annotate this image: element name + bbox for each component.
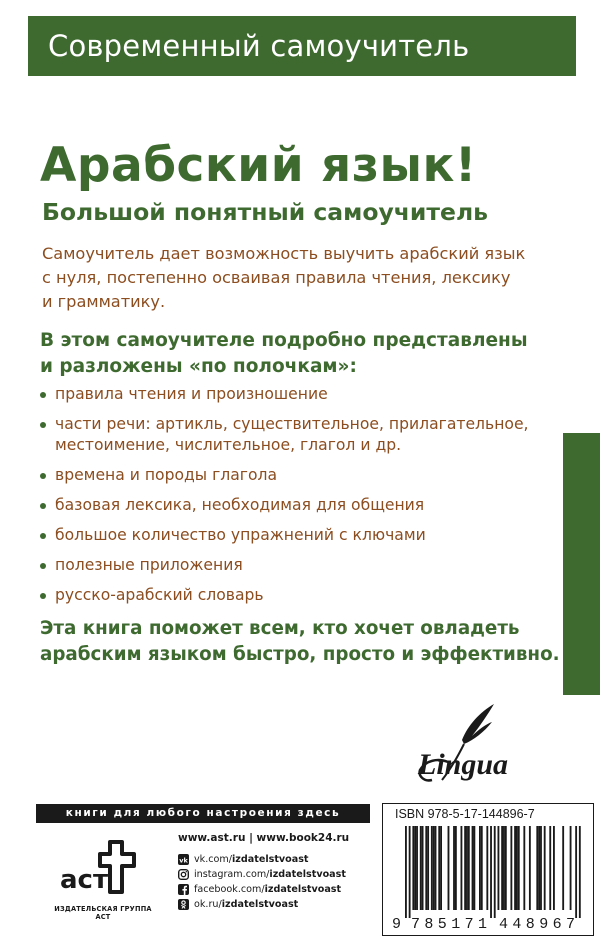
barcode-bar [510, 826, 512, 910]
barcode-bars [405, 826, 581, 918]
barcode-digit-left: 785171 [411, 916, 487, 932]
barcode-digit-lead: 9 [392, 916, 402, 932]
barcode-bar [544, 826, 546, 910]
barcode-bar [538, 826, 540, 910]
barcode-bar [425, 826, 427, 910]
barcode-bar [455, 826, 457, 910]
feature-item [40, 585, 565, 606]
barcode-digit-right: 448967 [499, 916, 575, 932]
barcode-bar [481, 826, 483, 910]
facebook-icon [178, 884, 189, 895]
feature-line: полезные приложения [55, 556, 243, 574]
barcode-bar [422, 826, 424, 910]
feature-item [40, 414, 565, 456]
social-handle: izdatelstvoast [269, 869, 346, 880]
slogan-bar [36, 804, 370, 823]
social-link-ok [178, 897, 346, 912]
barcode-bar [427, 826, 429, 910]
barcode-bar [479, 826, 481, 910]
feature-line: русско-арабский словарь [55, 586, 264, 604]
barcode-bar [540, 826, 542, 910]
barcode-bar [505, 826, 507, 910]
series-banner-text: Современный самоучитель [48, 29, 470, 63]
barcode-bar [529, 826, 531, 910]
feature-line: правила чтения и произношение [55, 385, 328, 403]
lead-paragraph [40, 328, 570, 380]
barcode-bar [514, 826, 516, 910]
barcode-bar [433, 826, 435, 910]
closing-line: Эта книга поможет всем, кто хочет овладеть [40, 618, 520, 639]
series-banner [28, 16, 576, 76]
social-prefix: ok.ru/ [194, 899, 222, 910]
feature-item [40, 384, 565, 405]
intro-line: Самоучитель дает возможность выучить арабский язык [42, 244, 526, 263]
barcode-bar [409, 826, 411, 918]
intro-line: с нуля, постепенно осваивая правила чтения, лексику [42, 268, 511, 287]
series-logo-text: Lingua [418, 748, 509, 781]
barcode-bar [523, 826, 525, 910]
barcode-bar [448, 826, 450, 910]
social-handle: izdatelstvoast [221, 899, 299, 910]
social-prefix: vk.com/ [194, 854, 233, 865]
book-title: Арабский язык! [40, 138, 477, 193]
book-subtitle: Большой понятный самоучитель [42, 198, 489, 226]
feature-line: базовая лексика, необходимая для общения [55, 496, 425, 514]
barcode-bar [579, 826, 581, 918]
barcode-bar [498, 826, 500, 910]
social-link-facebook [178, 882, 346, 897]
barcode-bar [536, 826, 538, 910]
feature-line: части речи: артикль, существительное, прилагательное, [55, 415, 529, 433]
social-link-vk [178, 852, 346, 867]
social-links [178, 852, 346, 912]
lead-line: В этом самоучителе подробно представлены [40, 330, 528, 351]
barcode-bar [464, 826, 466, 910]
barcode-bar [494, 826, 496, 918]
barcode-bar [435, 826, 437, 910]
feature-item [40, 465, 565, 486]
ean13-barcode [389, 824, 589, 932]
barcode-bar [575, 826, 577, 918]
publisher-name: ИЗДАТЕЛЬСКАЯ ГРУППА АСТ [54, 905, 152, 921]
barcode-bar [416, 826, 418, 910]
social-link-instagram [178, 867, 346, 882]
barcode-bar [518, 826, 520, 910]
barcode-bar [490, 826, 492, 918]
barcode-bar [412, 826, 414, 910]
barcode-bar [440, 826, 442, 910]
barcode-bar [562, 826, 564, 910]
isbn-number: ISBN 978-5-17-144896-7 [395, 807, 535, 821]
barcode-bar [553, 826, 555, 910]
barcode-bar [453, 826, 455, 910]
ast-logo [58, 838, 144, 900]
publisher-websites: www.ast.ru | www.book24.ru [178, 832, 350, 844]
closing-paragraph [40, 616, 580, 668]
feature-list [40, 384, 565, 615]
feature-item [40, 495, 565, 516]
feature-item [40, 525, 565, 546]
barcode-bar [486, 826, 488, 910]
feature-line: времена и породы глагола [55, 466, 278, 484]
barcode-bar [472, 826, 474, 910]
barcode-bar [503, 826, 505, 910]
barcode-bar [438, 826, 440, 910]
social-prefix: instagram.com/ [194, 869, 270, 880]
barcode-bar [414, 826, 416, 910]
instagram-icon [178, 869, 189, 880]
social-handle: izdatelstvoast [264, 884, 342, 895]
closing-line: арабским языком быстро, просто и эффективно. [40, 644, 560, 665]
feature-item [40, 555, 565, 576]
barcode-bar [516, 826, 518, 910]
svg-text:vk: vk [179, 856, 188, 865]
feature-line: местоимение, числительное, глагол и др. [55, 436, 402, 454]
isbn-barcode-box [382, 803, 594, 936]
slogan-text: книги для любого настроения здесь [65, 807, 341, 819]
barcode-bar [466, 826, 468, 910]
barcode-bar [420, 826, 422, 910]
barcode-bar [473, 826, 475, 910]
intro-paragraph [42, 242, 562, 314]
barcode-bar [501, 826, 503, 910]
intro-line: и грамматику. [42, 292, 166, 311]
barcode-bar [431, 826, 433, 910]
feature-line: большое количество упражнений с ключами [55, 526, 426, 544]
social-handle: izdatelstvoast [232, 854, 309, 865]
barcode-bar [570, 826, 572, 910]
side-accent-bar [563, 433, 600, 695]
vk-icon [178, 854, 189, 865]
barcode-bar [468, 826, 470, 910]
ast-logo-text: аст [60, 865, 109, 895]
social-prefix: facebook.com/ [194, 884, 265, 895]
lead-line: и разложены «по полочкам»: [40, 356, 357, 377]
barcode-bar [461, 826, 463, 910]
barcode-bar [405, 826, 407, 918]
barcode-bar [549, 826, 551, 910]
odnoklassniki-icon [178, 899, 189, 910]
